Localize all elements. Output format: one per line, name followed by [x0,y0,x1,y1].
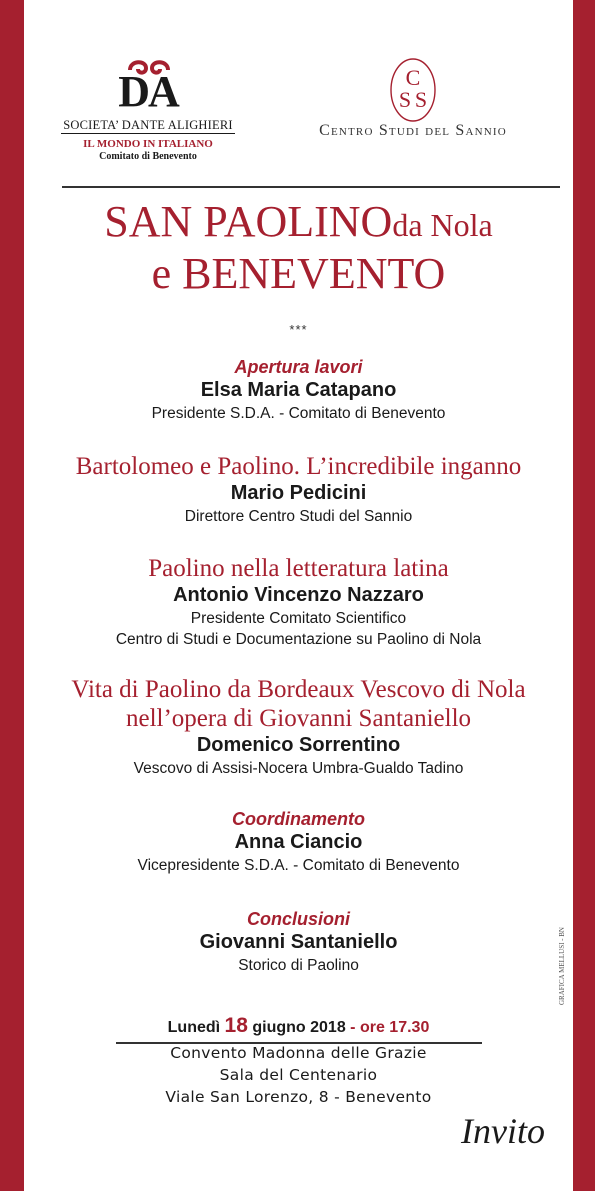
css-monogram-icon [383,56,443,124]
right-red-band [573,0,595,1191]
da-letters: DA [118,67,178,116]
event-time: ore 17.30 [359,1019,430,1036]
event-title [24,196,573,300]
graphic-credit: GRAFICA MELLUSI - BN [558,927,566,1005]
event-date [24,1013,573,1041]
program-coordination [24,808,573,876]
venue-line: Convento Madonna delle Grazie [170,1044,427,1062]
centro-studi-logo [270,56,556,140]
speaker-name: Domenico Sorrentino [196,734,401,756]
talk-title-line: nell’opera di Giovanni Santaniello [125,705,472,732]
speaker-role: Vicepresidente S.D.A. - Comitato di Benevento [137,857,460,874]
event-month-year: giugno 2018 [252,1019,346,1036]
monogram-letter: C [405,65,421,90]
speaker-name: Giovanni Santaniello [199,931,398,953]
section-heading: Conclusioni [247,909,350,929]
da-monogram [52,56,244,116]
speaker-role: Presidente S.D.A. - Comitato di Benevento [151,405,446,422]
speaker-role: Presidente Comitato Scientifico [190,610,407,627]
speaker-role: Storico di Paolino [238,957,359,974]
monogram-letter: S [398,87,412,112]
program-talk-3 [24,675,573,779]
section-heading: Coordinamento [232,809,365,829]
invito-label: Invito [461,1111,545,1151]
separator-stars: *** [289,322,308,337]
centro-studi-name: Centro Studi del Sannio [319,122,507,139]
program-talk-1 [24,452,573,527]
venue-line: Sala del Centenario [219,1066,378,1084]
event-day: 18 [224,1014,248,1037]
title-second-line: e BENEVENTO [151,249,446,298]
speaker-role: Vescovo di Assisi-Nocera Umbra-Gualdo Tadino [133,760,464,777]
speaker-name: Elsa Maria Catapano [200,379,397,401]
speaker-role: Centro di Studi e Documentazione su Paolino di Nola [115,631,482,648]
program-talk-2 [24,554,573,650]
header-divider [62,186,560,188]
section-heading: Apertura lavori [234,357,363,377]
left-red-band [0,0,24,1191]
dante-alighieri-logo [52,56,244,163]
event-weekday: Lunedì [167,1019,221,1036]
title-main: SAN PAOLINO [104,197,393,246]
title-suffix: da Nola [392,207,493,243]
speaker-role: Direttore Centro Studi del Sannio [184,508,413,525]
event-venue [24,1042,573,1108]
venue-line: Viale San Lorenzo, 8 - Benevento [165,1088,432,1106]
event-separator: - [350,1019,356,1036]
dante-committee: Comitato di Benevento [99,151,197,162]
speaker-name: Anna Ciancio [234,831,363,853]
program-conclusions [24,908,573,976]
dante-society-name: SOCIETA’ DANTE ALIGHIERI [63,118,233,132]
talk-title-line: Vita di Paolino da Bordeaux Vescovo di Nola [71,676,526,703]
speaker-name: Mario Pedicini [230,482,367,504]
dante-tagline: IL MONDO IN ITALIANO [83,138,213,150]
speaker-name: Antonio Vincenzo Nazzaro [173,584,424,606]
program-opening [24,356,573,424]
monogram-letter: S [414,87,428,112]
talk-title: Bartolomeo e Paolino. L’incredibile inganno [75,453,522,480]
talk-title: Paolino nella letteratura latina [148,555,449,582]
